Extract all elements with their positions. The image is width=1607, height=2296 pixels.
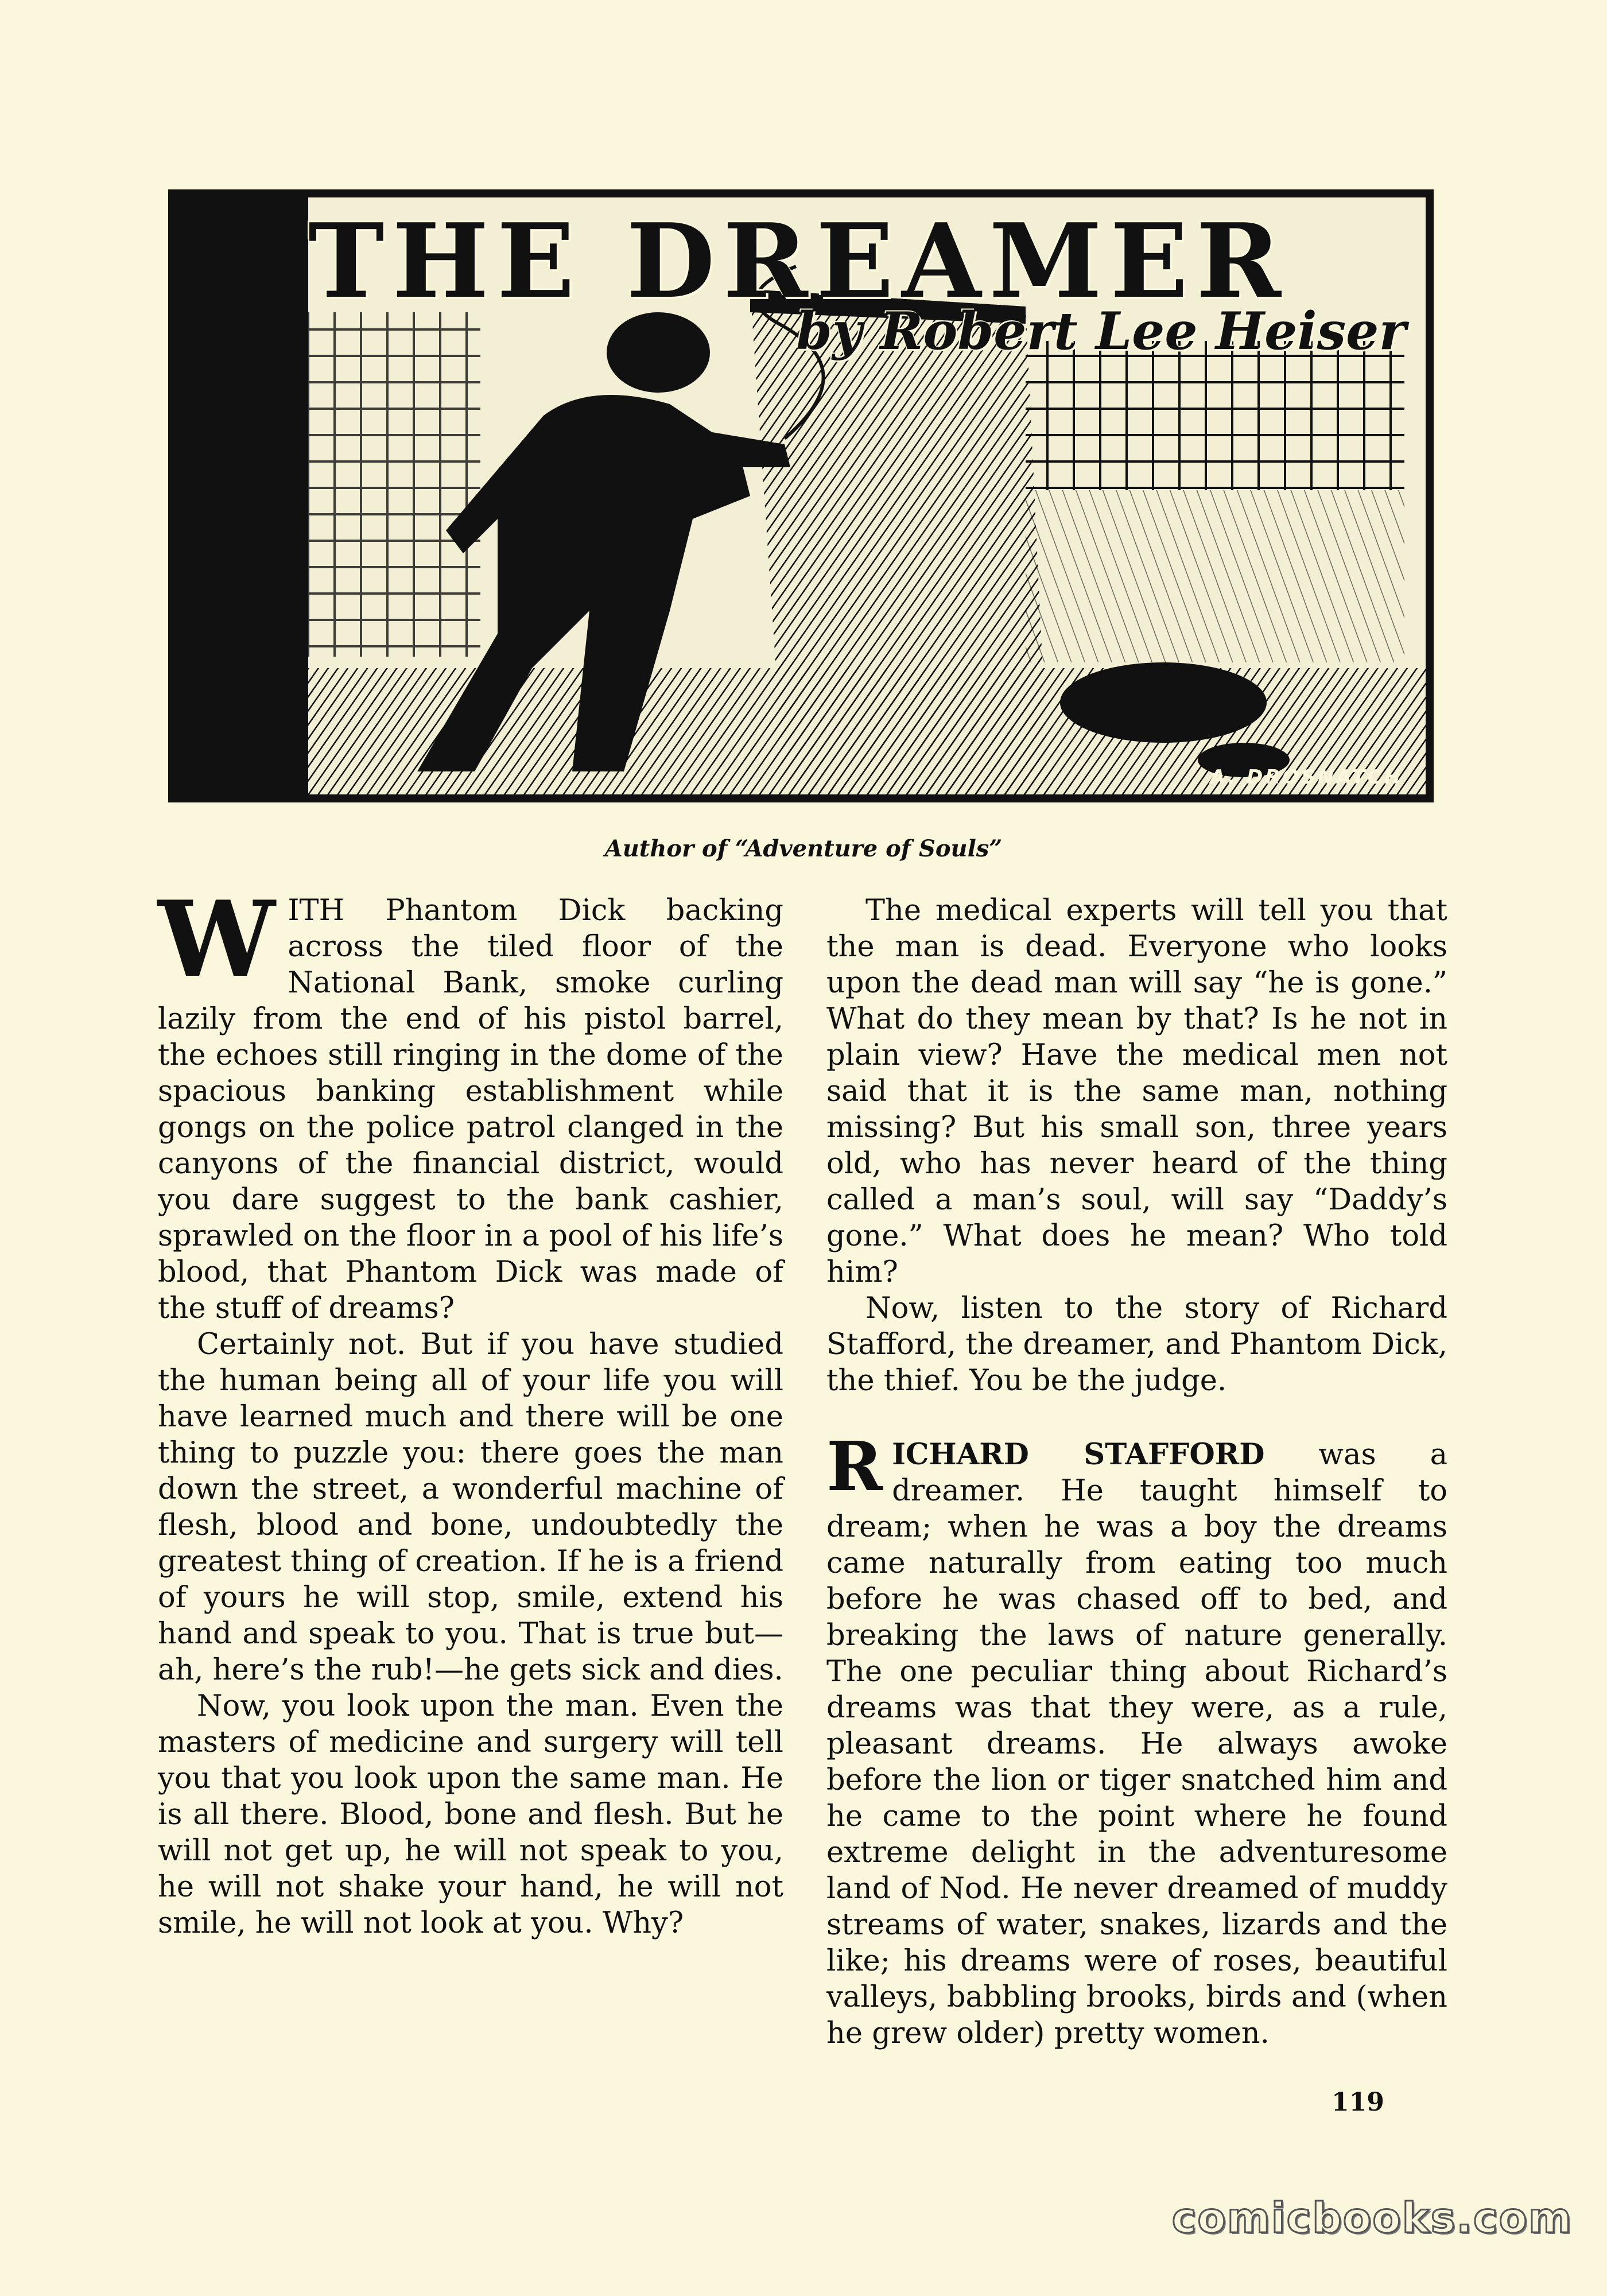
- drop-cap: R: [826, 1426, 883, 1506]
- artist-signature: A. DROSNATCH: [1210, 766, 1403, 789]
- left-column: [158, 878, 783, 1941]
- site-watermark: comicbooks.com: [1171, 2194, 1573, 2242]
- story-byline: by Robert Lee Heiser: [796, 301, 1406, 362]
- author-caption: Author of “Adventure of Souls”: [604, 835, 1003, 862]
- paragraph: Now, listen to the story of Richard Stafford, the dreamer, and Phantom Dick, the thief. You be the judge.: [826, 1292, 1447, 1398]
- character-name: ICHARD STAFFORD: [892, 1437, 1265, 1472]
- paragraph-text: ITH Phantom Dick backing across the tiled floor of the National Bank, smoke curling lazily from the end of his pistol barrel, the echoes still ringing in the dome of the spacious banking establishment while gongs on the police patrol clanged in the canyons of the financial district, would you dare suggest to the bank cashier, sprawled on the floor in a pool of his life’s blood, that Phantom Dick was made of the stuff of dreams?: [158, 894, 783, 1325]
- paragraph: [158, 878, 783, 1327]
- paragraph: Certainly not. But if you have studied the human being all of your life you will have learned much and there will be one thing to puzzle you: there goes the man down the street, a wonderful machine of flesh, blood and bone, undoubtedly the greatest thing of creation. If he is a friend of yours he will stop, smile, extend his hand and speak to you. That is true but—ah, here’s the rub!—he gets sick and dies.: [158, 1328, 783, 1687]
- paragraph-text: was a dreamer. He taught himself to dream; when he was a boy the dreams came naturally from eating too much before he was chased off to bed, and breaking the laws of nature generally. The one peculiar thing about Richard’s dreams was that they were, as a rule, pleasant dreams. He always awoke before the lion or tiger snatched him and he came to the point where he found extreme delight in the adventuresome land of Nod. He never dreamed of muddy streams of water, snakes, lizards and the like; his dreams were of roses, beautiful valleys, babbling brooks, birds and (when he grew older) pretty women.: [826, 1438, 1447, 2050]
- story-title: THE DREAMER: [308, 201, 1289, 321]
- right-column: [826, 893, 1447, 2051]
- paragraph: The medical experts will tell you that the man is dead. Everyone who looks upon the dead man will say “he is gone.” What do they mean by that? Is he not in plain view? Have the medical men not said that it is the same man, nothing missing? But his small son, three years old, who has never heard of the thing called a man’s soul, will say “Daddy’s gone.” What does he mean? Who told him?: [826, 894, 1447, 1289]
- paragraph: [826, 1426, 1447, 2051]
- header-illustration: [168, 189, 1434, 802]
- drop-cap: W: [158, 878, 275, 1000]
- paragraph: Now, you look upon the man. Even the masters of medicine and surgery will tell you that you look upon the same man. He is all there. Blood, bone and flesh. But he will not get up, he will not speak to you, he will not shake your hand, he will not smile, he will not look at you. Why?: [158, 1689, 783, 1940]
- page-number: 119: [1332, 2088, 1384, 2117]
